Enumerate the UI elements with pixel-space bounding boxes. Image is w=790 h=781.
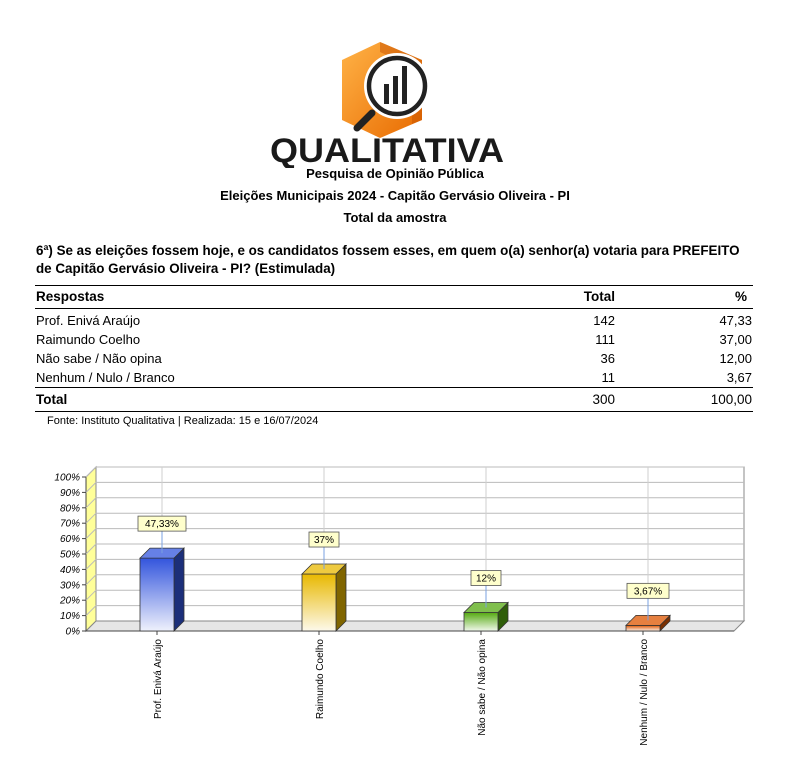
bar-front <box>140 558 174 631</box>
y-tick-label: 50% <box>59 549 80 561</box>
x-tick-label: Nenhum / Nulo / Branco <box>639 639 650 746</box>
row-percent: 12,00 <box>719 351 752 366</box>
table-header-row <box>35 286 753 309</box>
y-tick-label: 40% <box>59 564 80 576</box>
table-row <box>35 309 753 331</box>
y-tick-label: 100% <box>54 472 80 484</box>
total-value: 300 <box>494 388 616 412</box>
row-label: Raimundo Coelho <box>36 332 141 347</box>
y-tick-label: 0% <box>65 626 80 638</box>
logo-brand-text: QUALITATIVA <box>270 132 504 168</box>
header-percent: % <box>616 286 753 309</box>
row-percent: 37,00 <box>719 332 752 347</box>
y-tick-label: 10% <box>59 611 80 623</box>
bar-front <box>302 574 336 631</box>
table-row <box>35 349 753 368</box>
y-tick-label: 60% <box>59 534 80 546</box>
source-note: Fonte: Instituto Qualitativa | Realizada: 15 e 16/07/2024 <box>47 415 319 427</box>
x-axis-ticks <box>153 631 650 746</box>
y-tick-label: 70% <box>59 518 80 530</box>
election-title: Eleições Municipais 2024 - Capitão Gervásio Oliveira - PI <box>220 188 570 203</box>
bar-chart <box>0 455 790 781</box>
x-tick-label: Prof. Enivá Araújo <box>153 639 164 720</box>
bar-side <box>174 548 184 631</box>
data-label: 37% <box>313 535 335 547</box>
header-respostas: Respostas <box>35 286 494 309</box>
bar-front <box>464 613 498 631</box>
data-label: 47,33% <box>145 519 179 531</box>
row-total: 142 <box>593 313 615 328</box>
row-label: Prof. Enivá Araújo <box>36 313 141 328</box>
row-total: 111 <box>595 332 615 347</box>
qualitativa-logo <box>262 36 512 168</box>
survey-subtitle: Pesquisa de Opinião Pública <box>306 166 484 181</box>
table-total-row <box>35 388 753 412</box>
bar-side <box>336 564 346 631</box>
chart-background <box>86 467 744 631</box>
row-percent: 47,33 <box>719 313 752 328</box>
logo-emblem <box>342 42 430 138</box>
row-label: Não sabe / Não opina <box>36 351 162 366</box>
y-axis-ticks <box>54 473 86 638</box>
y-tick-label: 30% <box>59 580 80 592</box>
y-tick-label: 20% <box>59 595 80 607</box>
row-total: 36 <box>600 351 615 366</box>
row-label: Nenhum / Nulo / Branco <box>36 370 175 385</box>
header-total: Total <box>494 286 616 309</box>
x-tick-label: Não sabe / Não opina <box>477 639 488 736</box>
total-label: Total <box>35 388 494 412</box>
x-tick-label: Raimundo Coelho <box>315 639 326 720</box>
total-percent: 100,00 <box>616 388 753 412</box>
sample-title: Total da amostra <box>343 210 447 225</box>
bar <box>302 564 346 631</box>
row-total: 11 <box>601 370 615 385</box>
y-tick-label: 90% <box>59 487 80 499</box>
data-label: 3,67% <box>633 586 663 598</box>
y-tick-label: 80% <box>59 503 80 515</box>
table-row <box>35 330 753 349</box>
row-percent: 3,67 <box>726 370 752 385</box>
bar-front <box>626 625 660 631</box>
table-row <box>35 368 753 388</box>
data-label: 12% <box>475 573 497 585</box>
results-table <box>35 285 753 412</box>
bar <box>140 548 184 631</box>
question-text: 6ª) Se as eleições fossem hoje, e os candidatos fossem esses, em quem o(a) senhor(a) votaria para PREFEITO de Capitão Gervásio Oliveira - PI? (Estimulada) <box>36 243 740 276</box>
